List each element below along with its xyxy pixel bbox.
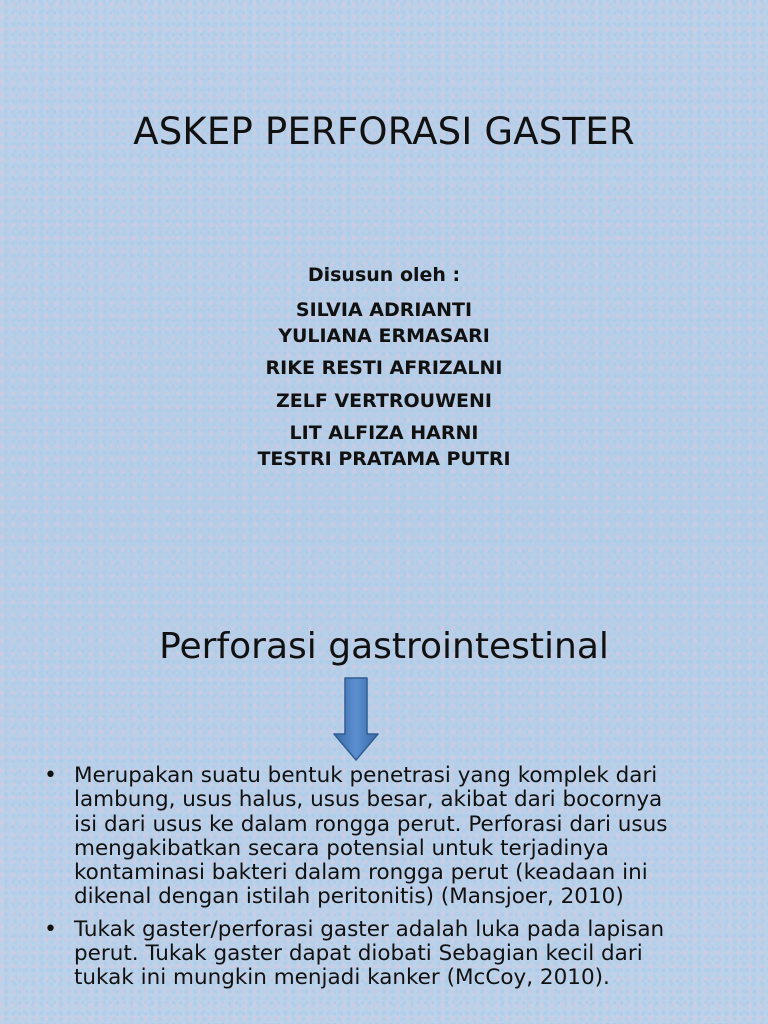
author-name: ZELF VERTROUWENI: [276, 390, 492, 412]
author-heading: Disusun oleh :: [307, 264, 461, 286]
text-line: kontaminasi bakteri dalam rongga perut (keadaan ini: [74, 860, 648, 886]
bullet-dot: •: [44, 763, 57, 788]
text-line: lambung, usus halus, usus besar, akibat dari bocornya: [74, 787, 663, 813]
author-name: RIKE RESTI AFRIZALNI: [265, 357, 503, 379]
text-line: Tukak gaster/perforasi gaster adalah luka pada lapisan: [74, 916, 665, 942]
bullet-list: [0, 764, 768, 991]
arrow-down-icon: [332, 676, 380, 762]
bullet-text: [74, 764, 754, 910]
text-line: Merupakan suatu bentuk penetrasi yang komplek dari: [74, 763, 658, 788]
author-name: TESTRI PRATAMA PUTRI: [257, 448, 511, 470]
author-name: YULIANA ERMASARI: [278, 325, 490, 347]
text-line: dikenal dengan istilah peritonitis) (Mansjoer, 2010): [74, 884, 624, 910]
list-item: [0, 764, 768, 910]
bullet-dot: •: [44, 916, 57, 942]
text-line: tukak ini mungkin menjadi kanker (McCoy, 2010).: [74, 965, 610, 991]
author-name: SILVIA ADRIANTI: [295, 299, 473, 321]
text-line: perut. Tukak gaster dapat diobati Sebagian kecil dari: [74, 941, 643, 967]
list-item: [0, 918, 768, 991]
author-name: LIT ALFIZA HARNI: [289, 422, 479, 444]
text-line: mengakibatkan secara potensial untuk terjadinya: [74, 835, 609, 861]
bullet-text: [74, 918, 754, 991]
slide-title: Perforasi gastrointestinal: [159, 626, 609, 667]
content-slide: [0, 596, 768, 1024]
text-line: isi dari usus ke dalam rongga perut. Perforasi dari usus: [74, 811, 668, 837]
slide-title: ASKEP PERFORASI GASTER: [133, 110, 635, 153]
